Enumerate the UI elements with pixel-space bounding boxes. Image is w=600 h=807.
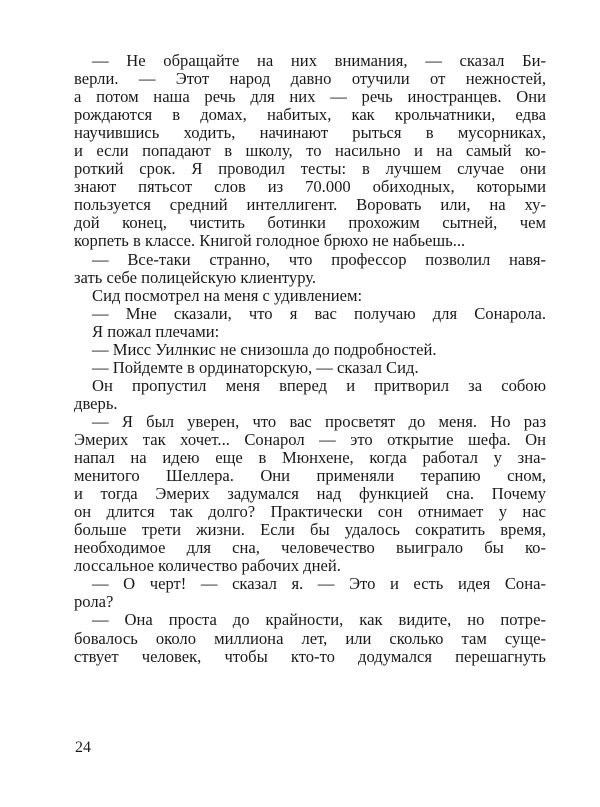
text-line: — Я был уверен, что вас просветят до меня. Но раз (92, 411, 546, 431)
text-line: необходимое для сна, человечество выиграло бы ко- (74, 538, 546, 558)
text-line: ствует человек, чтобы кто-то додумался перешагнуть (74, 646, 546, 666)
text-line: верли. — Этот народ давно отучили от нежностей, (74, 69, 546, 89)
text-line: рождаются в домах, набитых, как крольчатники, едва (74, 105, 546, 125)
text-line: Я пожал плечами: (92, 321, 220, 341)
text-line: и тогда Эмерих задумался над функцией сна. Почему (74, 484, 546, 504)
text-line: менитого Шеллера. Они применяли терапию сном, (74, 466, 546, 486)
text-line: больше трети жизни. Если бы удалось сократить время, (74, 520, 546, 540)
text-line: Он пропустил меня вперед и притворил за собою (92, 375, 546, 395)
text-line: роткий срок. Я проводил тесты: в лучшем случае они (74, 159, 546, 179)
text-line: и если попадают в школу, то насильно и на самый ко- (74, 141, 546, 161)
text-line: дверь. (74, 393, 118, 413)
page-number: 24 (75, 739, 91, 756)
text-line: — Мисс Уилнкис не снизошла до подробностей. (92, 339, 437, 359)
text-line: — Все-таки странно, что профессор позволил навя- (92, 249, 546, 269)
text-line: Сид посмотрел на меня с удивлением: (92, 285, 363, 305)
text-line: зать себе полицейскую клиентуру. (74, 267, 317, 287)
text-line: дой конец, чистить ботинки прохожим сытней, чем (74, 213, 546, 233)
text-line: — Она проста до крайности, как видите, но потре- (92, 610, 546, 630)
text-line: напал на идею еще в Мюнхене, когда работал у зна- (74, 448, 546, 468)
text-line: знают пятьсот слов из 70.000 обиходных, которыми (74, 177, 546, 197)
text-line: — Не обращайте на них внимания, — сказал Би- (92, 51, 546, 70)
text-line: пользуется средний интеллигент. Воровать или, на ху- (74, 195, 546, 215)
text-line: научившись ходить, начинают рыться в мусорниках, (74, 123, 546, 143)
text-line: бовалось около миллиона лет, или сколько там суще- (74, 628, 546, 648)
text-line: — Мне сказали, что я вас получаю для Сонарола. (92, 303, 546, 323)
text-line: Эмерих так хочет... Сонарол — это открытие шефа. Он (74, 429, 546, 449)
text-line: он длится так долго? Практически сон отнимает у нас (74, 502, 546, 522)
text-line: а потом наша речь для них — речь иностранцев. Они (74, 87, 546, 107)
text-line: — Пойдемте в ординаторскую, — сказал Сид. (92, 357, 419, 377)
text-line: рола? (74, 592, 114, 612)
text-line: лоссальное количество рабочих дней. (74, 556, 341, 576)
text-line: — О черт! — сказал я. — Это и есть идея Сона- (92, 574, 546, 594)
text-line: корпеть в классе. Книгой голодное брюхо не набьешь... (74, 231, 466, 251)
page-body-text (74, 52, 546, 666)
